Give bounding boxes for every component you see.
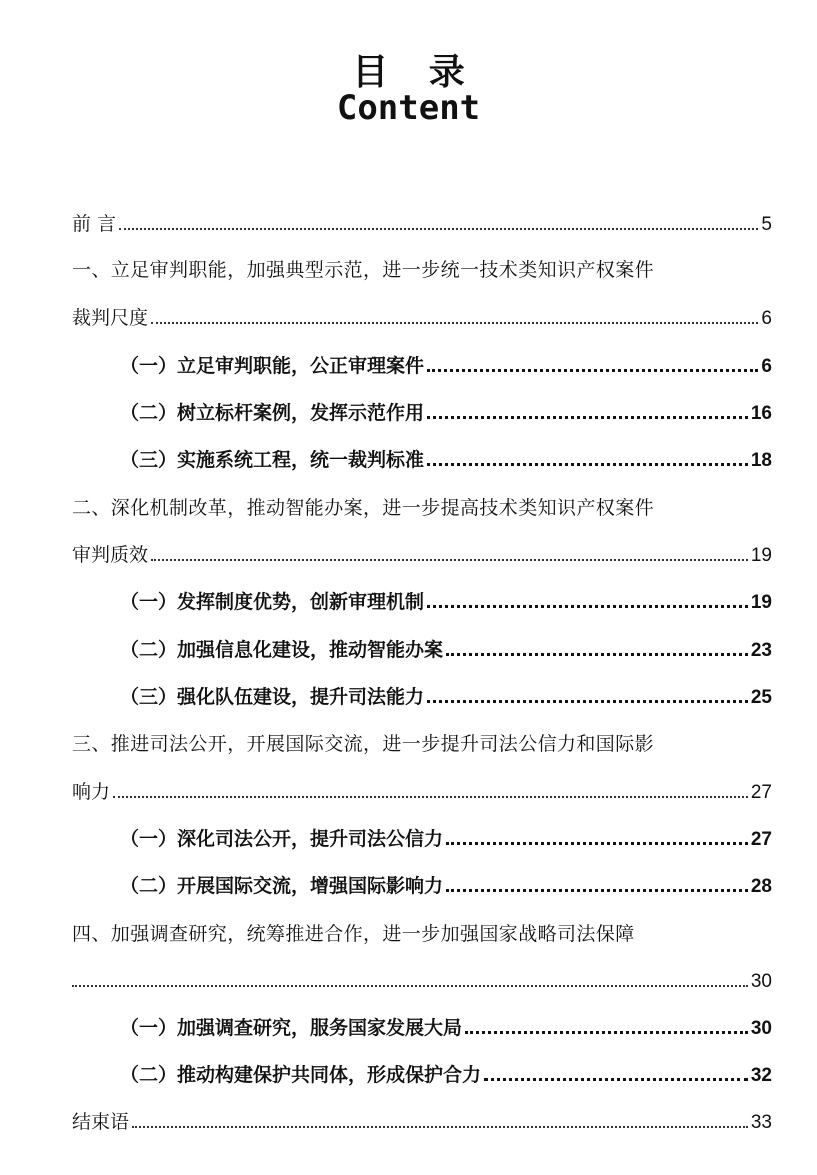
toc-entry-2-1[interactable] — [120, 568, 772, 614]
toc-entry-1-2[interactable] — [120, 379, 772, 425]
entry-text: （三）强化队伍建设，提升司法能力 — [120, 686, 425, 708]
page-number: 28 — [750, 876, 772, 897]
entry-text: （二）推动构建保护共同体，形成保护合力 — [120, 1064, 482, 1086]
toc-section-4-line1[interactable]: 四、加强调查研究，统筹推进合作，进一步加强国家战略司法保障 — [72, 923, 635, 945]
page-number: 19 — [750, 592, 772, 613]
toc-section-3-line1[interactable]: 三、推进司法公开，开展国际交流，进一步提升司法公信力和国际影 — [72, 733, 655, 755]
toc-entry-conclusion[interactable] — [72, 1088, 772, 1134]
dot-leader — [113, 795, 748, 798]
dot-leader — [446, 652, 748, 656]
dot-leader — [427, 604, 748, 608]
toc-section-2-line1[interactable]: 二、深化机制改革，推动智能办案，进一步提高技术类知识产权案件 — [72, 497, 655, 519]
dot-leader — [427, 415, 748, 419]
dot-leader — [151, 558, 748, 561]
toc-title-chinese: 目 录 — [352, 52, 479, 93]
dot-leader — [132, 1125, 748, 1128]
dot-leader — [151, 321, 758, 324]
page-number: 30 — [750, 971, 772, 992]
toc-section-2[interactable] — [72, 521, 772, 567]
entry-text: （一）立足审判职能，公正审理案件 — [120, 355, 425, 377]
toc-entry-3-2[interactable] — [120, 852, 772, 898]
toc-entry-1-3[interactable] — [120, 426, 772, 472]
dot-leader — [427, 368, 758, 372]
page-number: 32 — [750, 1065, 772, 1086]
toc-section-3[interactable] — [72, 758, 772, 804]
entry-text: 裁判尺度 — [72, 307, 149, 329]
dot-leader — [427, 699, 748, 703]
dot-leader — [484, 1077, 748, 1081]
toc-entry-3-1[interactable] — [120, 805, 772, 851]
page-number: 27 — [750, 782, 772, 803]
page-number: 5 — [761, 214, 772, 235]
entry-text: 审判质效 — [72, 544, 149, 566]
page-number: 27 — [750, 829, 772, 850]
dot-leader — [446, 841, 748, 845]
toc-entry-preface[interactable] — [72, 190, 772, 236]
dot-leader — [446, 888, 748, 892]
dot-leader — [427, 462, 748, 466]
page-number: 30 — [750, 1018, 772, 1039]
page-number: 6 — [761, 308, 772, 329]
dot-leader — [465, 1030, 748, 1034]
toc-entry-2-3[interactable] — [120, 663, 772, 709]
entry-text: （一）加强调查研究，服务国家发展大局 — [120, 1017, 463, 1039]
dot-leader — [119, 227, 758, 230]
entry-text: （三）实施系统工程，统一裁判标准 — [120, 449, 425, 471]
page-number: 16 — [750, 403, 772, 424]
toc-title-english: Content — [336, 88, 481, 128]
page-number: 19 — [750, 545, 772, 566]
page-number: 23 — [750, 640, 772, 661]
page-number: 18 — [750, 450, 772, 471]
page-number: 33 — [750, 1112, 772, 1133]
entry-text: （二）加强信息化建设，推动智能办案 — [120, 639, 444, 661]
entry-text: （一）发挥制度优势，创新审理机制 — [120, 591, 425, 613]
toc-entry-4-1[interactable] — [120, 994, 772, 1040]
entry-text: 结束语 — [72, 1111, 130, 1133]
page-number: 25 — [750, 687, 772, 708]
toc-section-1[interactable] — [72, 284, 772, 330]
dot-leader — [72, 984, 748, 987]
entry-text: （一）深化司法公开，提升司法公信力 — [120, 828, 444, 850]
entry-text: （二）树立标杆案例，发挥示范作用 — [120, 402, 425, 424]
toc-entry-1-1[interactable] — [120, 332, 772, 378]
entry-text: （二）开展国际交流，增强国际影响力 — [120, 875, 444, 897]
page-number: 6 — [761, 356, 772, 377]
toc-entry-4-2[interactable] — [120, 1041, 772, 1087]
toc-entry-2-2[interactable] — [120, 616, 772, 662]
toc-section-1-line1[interactable]: 一、立足审判职能，加强典型示范，进一步统一技术类知识产权案件 — [72, 259, 655, 281]
toc-section-4[interactable] — [72, 947, 772, 993]
entry-text: 响力 — [72, 781, 111, 803]
entry-text: 前 言 — [72, 213, 117, 235]
